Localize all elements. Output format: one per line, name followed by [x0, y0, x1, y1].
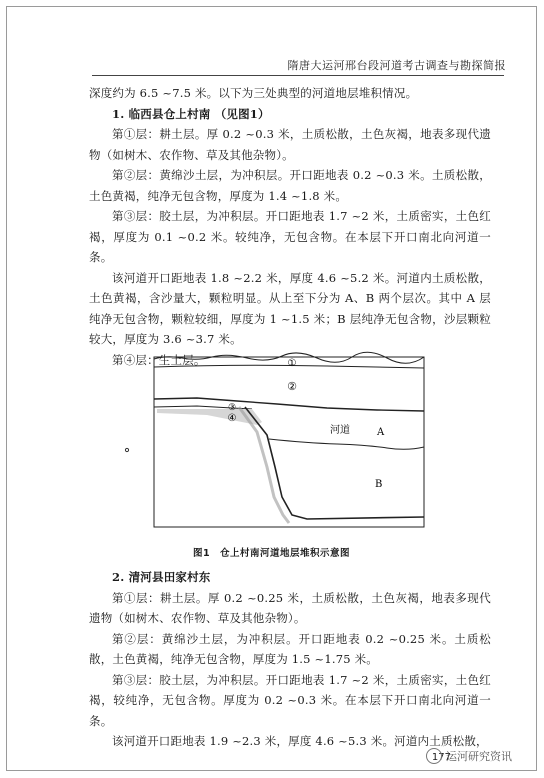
channel-shadow	[239, 407, 289, 523]
section-heading: 1. 临西县仓上村南 （见图1）	[112, 106, 270, 121]
header-rule	[92, 75, 504, 76]
paragraph: 该河道开口距地表 1.8 ~2.2 米，厚度 4.6 ~5.2 米。河道内土质松散，土色黄褐，含沙量大，颗粒明显。从上至下分为 A、B 两个层次。其中 A 层纯净无包含物，颗粒较细，厚度为 1 ~1.5 米；B 层纯净无包含物，沙层颗粒较大，厚度为 3.6 ~3.7 米。	[89, 270, 491, 346]
text-block-1	[89, 83, 491, 370]
stratigraphy-figure	[7, 347, 537, 547]
watermark-text: 运河研究资讯	[446, 750, 512, 763]
paragraph: 第④层：生土层。	[112, 352, 206, 367]
page-number: 177	[431, 752, 451, 763]
label-layer-3: ③	[227, 403, 237, 413]
paragraph: 该河道开口距地表 1.9 ~2.3 米，厚度 4.6 ~5.3 米。河道内土质松散，	[112, 734, 488, 748]
wechat-icon	[426, 748, 442, 764]
paragraph: 深度约为 6.5 ~7.5 米。以下为三处典型的河道地层堆积情况。	[89, 86, 418, 100]
label-layer-1: ①	[287, 358, 297, 369]
section-heading: 2. 清河县田家村东	[112, 570, 211, 584]
label-layer-2: ②	[287, 380, 297, 393]
ab-boundary	[269, 439, 424, 449]
running-header: 隋唐大运河邢台段河道考古调查与勘探简报	[287, 59, 506, 72]
layer3-boundary	[154, 406, 252, 409]
paragraph: 第①层：耕土层。厚 0.2 ~0.25 米，土质松散，土色灰褐，地表多现代遗物（如树木、农作物、草及其他杂物）。	[89, 590, 491, 625]
paragraph: 第③层：胶土层，为冲积层。开口距地表 1.7 ~2 米，土质密实，土色红褐，厚度为 0.1 ~0.2 米。较纯净，无包含物。在本层下开口南北向河道一条。	[89, 209, 491, 264]
paragraph: 第②层：黄绵沙土层，为冲积层。开口距地表 0.2 ~0.25 米。土质松散，土色黄褐，纯净无包含物，厚度为 1.5 ~1.75 米。	[89, 631, 491, 666]
text-block-2	[89, 567, 491, 752]
paragraph: 第③层：胶土层，为冲积层。开口距地表 1.7 ~2 米，土质密实，土色红褐，较纯净，无包含物。厚度为 0.2 ~0.3 米。在本层下开口南北向河道一条。	[89, 672, 491, 728]
channel-outline	[245, 407, 424, 519]
label-a: A	[377, 427, 385, 438]
label-river: 河道	[330, 425, 350, 436]
page	[6, 6, 537, 771]
watermark	[426, 748, 512, 764]
paragraph: 第①层：耕土层。厚 0.2 ~0.3 米，土质松散，土色灰褐，地表多现代遗物（如树木、农作物、草及其他杂物）。	[89, 127, 491, 162]
label-layer-4: ④	[227, 413, 237, 424]
figure-caption: 图1 仓上村南河道地层堆积示意图	[192, 548, 351, 559]
label-b: B	[375, 479, 383, 490]
margin-mark	[125, 448, 128, 451]
paragraph: 第②层：黄绵沙土层，为冲积层。开口距地表 0.2 ~0.3 米。土质松散，土色黄褐，纯净无包含物，厚度为 1.4 ~1.8 米。	[89, 168, 491, 203]
